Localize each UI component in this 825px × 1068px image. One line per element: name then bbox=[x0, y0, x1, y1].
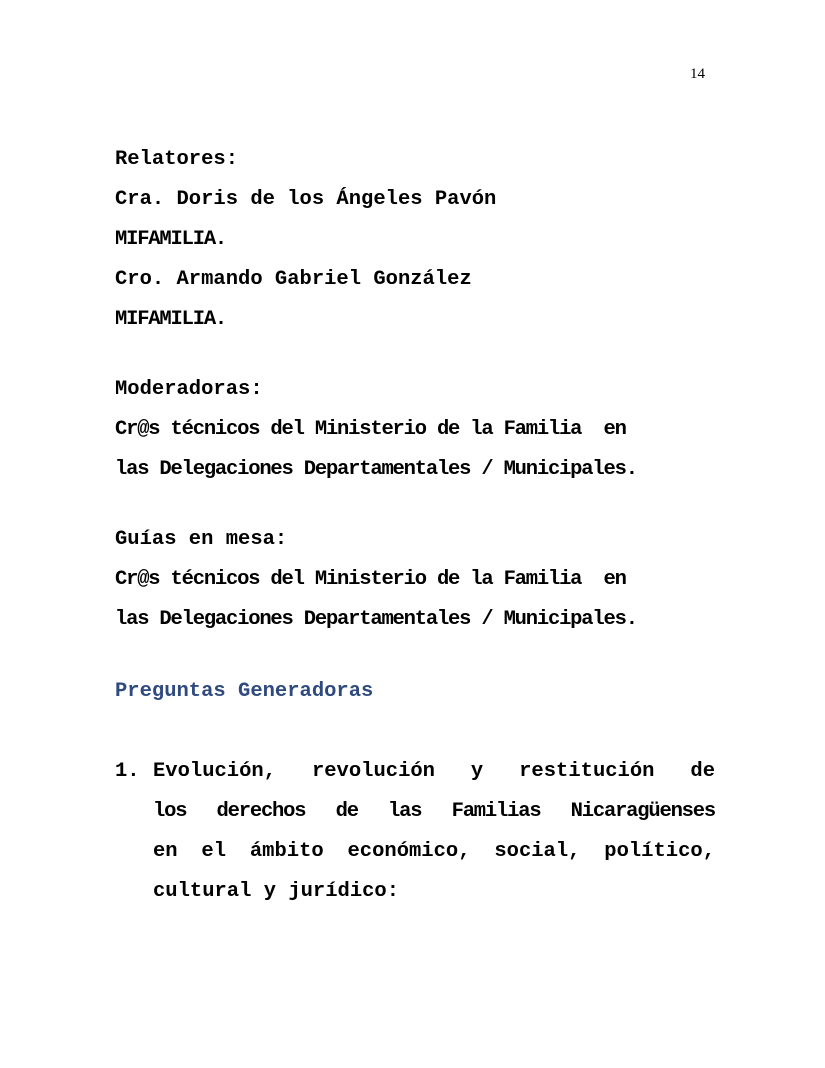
moderadoras-section bbox=[115, 375, 715, 495]
page-number: 14 bbox=[690, 66, 705, 82]
question-line: los derechos de las Familias Nicaragüenses bbox=[153, 800, 715, 823]
moderadoras-line-2: las Delegaciones Departamentales / Municipales. bbox=[115, 458, 637, 481]
guias-section bbox=[115, 525, 715, 645]
relator-2-name: Cro. Armando Gabriel González bbox=[115, 268, 472, 291]
document-body bbox=[115, 145, 715, 917]
question-line: Evolución, revolución y restitución de bbox=[153, 760, 715, 783]
guias-line-2: las Delegaciones Departamentales / Municipales. bbox=[115, 608, 637, 631]
question-number: 1. bbox=[115, 760, 140, 783]
relatores-section bbox=[115, 145, 715, 345]
guias-line-1: Cr@s técnicos del Ministerio de la Familia en bbox=[115, 568, 626, 591]
relatores-heading: Relatores: bbox=[115, 148, 239, 171]
moderadoras-heading: Moderadoras: bbox=[115, 378, 263, 401]
question-line: en el ámbito económico, social, político, bbox=[153, 840, 715, 863]
question-item bbox=[115, 757, 715, 917]
relator-1-org: MIFAMILIA. bbox=[115, 228, 227, 251]
preguntas-section bbox=[115, 677, 715, 917]
relator-1-name: Cra. Doris de los Ángeles Pavón bbox=[115, 188, 497, 211]
question-line: cultural y jurídico: bbox=[153, 880, 400, 903]
moderadoras-line-1: Cr@s técnicos del Ministerio de la Familia en bbox=[115, 418, 626, 441]
question-text bbox=[153, 757, 715, 917]
guias-heading: Guías en mesa: bbox=[115, 528, 288, 551]
relator-2-org: MIFAMILIA. bbox=[115, 308, 227, 331]
preguntas-heading: Preguntas Generadoras bbox=[115, 680, 374, 703]
